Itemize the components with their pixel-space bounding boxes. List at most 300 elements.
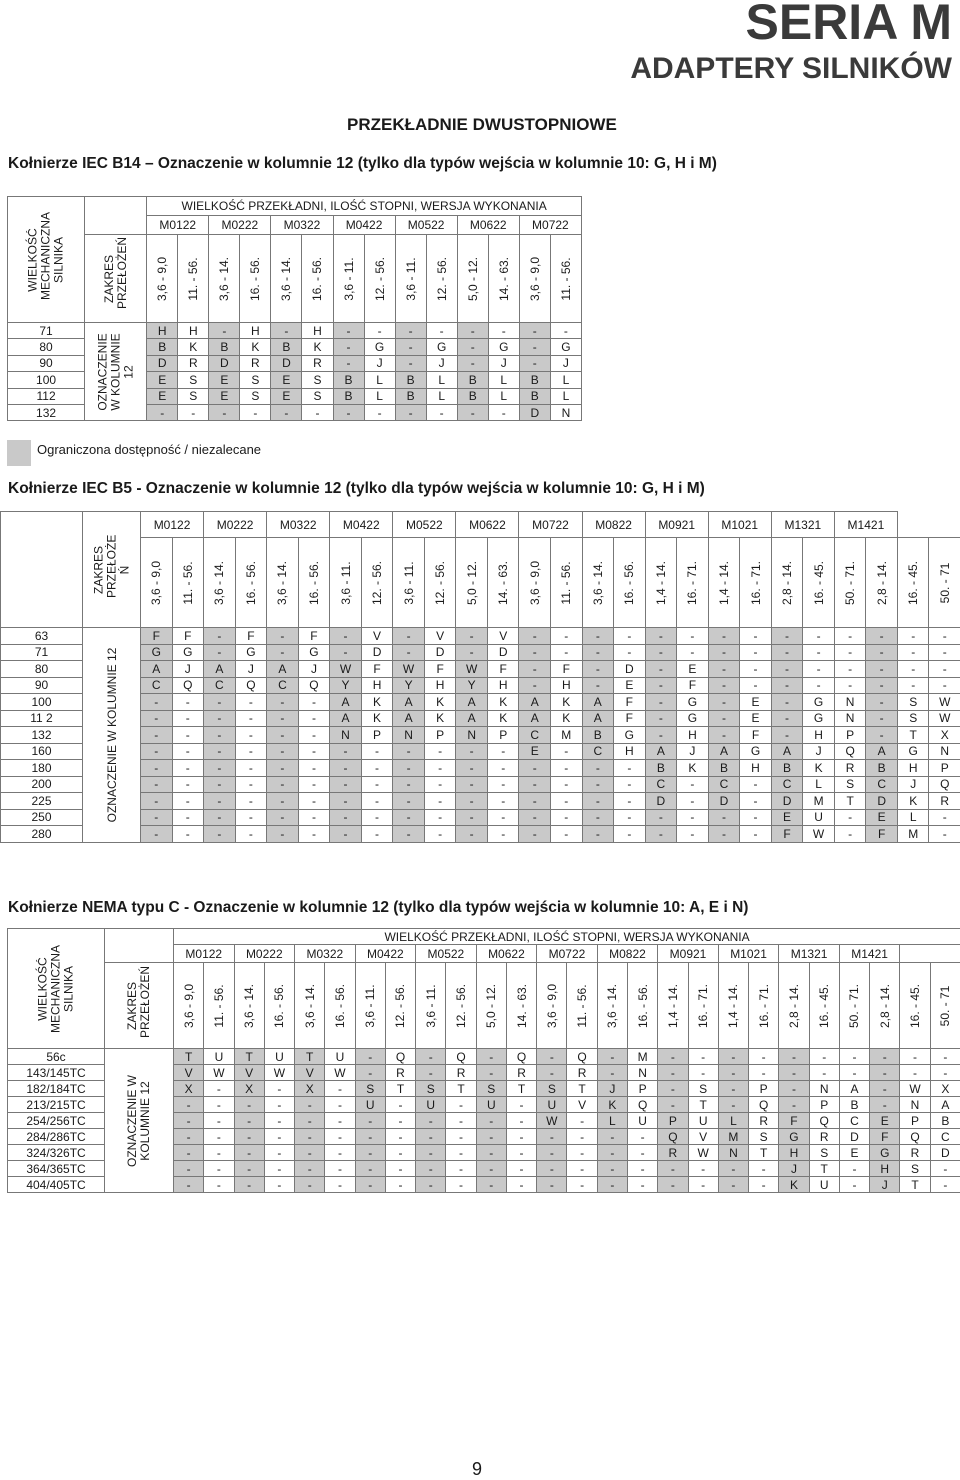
table-cell: - (740, 628, 772, 645)
table-cell: - (771, 694, 803, 711)
table-cell: - (267, 826, 299, 843)
range-header-text: 16. - 45. (908, 983, 922, 1027)
table-cell: - (264, 1145, 294, 1161)
table-cell: - (295, 1097, 325, 1113)
table-cell: - (416, 1145, 446, 1161)
range-header-text: 16. - 71. (749, 560, 763, 604)
table-cell: D (271, 355, 302, 371)
table-cell: R (385, 1065, 415, 1081)
table-cell: - (677, 644, 709, 661)
range-header-text: 50. - 71 (938, 985, 952, 1026)
table-cell: A (267, 661, 299, 678)
table-cell: G (550, 339, 581, 355)
table-cell: G (614, 727, 646, 744)
table-cell: R (506, 1065, 536, 1081)
table-cell: - (645, 644, 677, 661)
table-cell: Q (235, 677, 267, 694)
range-header (178, 235, 209, 323)
table-cell: - (708, 628, 740, 645)
table-cell: - (870, 1097, 900, 1113)
table-cell: - (333, 355, 364, 371)
table-cell: - (456, 743, 488, 760)
range-header (809, 963, 839, 1049)
table-cell: - (172, 743, 204, 760)
table-cell: - (567, 1161, 597, 1177)
table-cell: - (771, 710, 803, 727)
range-header (333, 235, 364, 323)
table-cell: - (708, 677, 740, 694)
table-cell: F (235, 628, 267, 645)
motor-size: 71 (8, 323, 85, 339)
range-header (779, 963, 809, 1049)
model-header: M0722 (537, 945, 598, 963)
table-cell: A (456, 694, 488, 711)
table-cell: B (333, 372, 364, 388)
table-cell: T (446, 1081, 476, 1097)
motor-size: 132 (8, 404, 85, 420)
range-header-text: 16. - 56. (244, 560, 258, 604)
table-cell: L (597, 1113, 627, 1129)
table-cell: - (235, 760, 267, 777)
table-cell: - (456, 776, 488, 793)
table-cell: - (627, 1177, 657, 1193)
table-cell: - (476, 1161, 506, 1177)
section-heading: PRZEKŁADNIE DWUSTOPNIOWE (347, 115, 617, 135)
table-cell: S (476, 1081, 506, 1097)
range-header (204, 538, 236, 628)
table-cell: - (271, 323, 302, 339)
table-cell: K (803, 760, 835, 777)
range-header (897, 538, 929, 628)
range-header (487, 538, 519, 628)
range-header (551, 538, 583, 628)
range-header-text: 3,6 - 14. (275, 560, 289, 604)
range-header (550, 235, 581, 323)
table-cell: - (582, 677, 614, 694)
table-cell: T (295, 1049, 325, 1065)
table-cell: T (809, 1161, 839, 1177)
table-cell: N (550, 404, 581, 420)
motor-size: 250 (1, 809, 83, 826)
table-cell: - (866, 694, 898, 711)
range-header-text: 1,4 - 14. (666, 983, 680, 1027)
table-cell: V (234, 1065, 264, 1081)
table-cell: W (325, 1065, 355, 1081)
table-cell: R (929, 793, 960, 810)
motor-size: 160 (1, 743, 83, 760)
table-cell: - (172, 826, 204, 843)
table-cell: H (870, 1161, 900, 1177)
table-cell: - (519, 677, 551, 694)
table-cell: A (582, 710, 614, 727)
table-cell: D (866, 793, 898, 810)
table-cell: A (393, 694, 425, 711)
table-cell: G (364, 339, 395, 355)
table-cell: H (803, 727, 835, 744)
table-cell: - (355, 1129, 385, 1145)
table-cell: - (749, 1161, 779, 1177)
table-cell: - (267, 644, 299, 661)
table-cell: S (240, 372, 271, 388)
table-cell: - (325, 1113, 355, 1129)
table-cell: F (870, 1129, 900, 1145)
table-cell: - (519, 628, 551, 645)
table-cell: - (614, 809, 646, 826)
table-row (1, 661, 960, 678)
table-cell: - (393, 743, 425, 760)
table-cell: - (385, 1129, 415, 1145)
table-cell: K (487, 694, 519, 711)
table-cell: - (393, 793, 425, 810)
table-row (1, 694, 960, 711)
table-cell: B (457, 372, 488, 388)
table-cell: - (658, 1049, 688, 1065)
table-cell: - (204, 710, 236, 727)
wielkosc-header-text: WIELKOŚĆ MECHANICZNA SILNIKA (37, 941, 76, 1037)
table-cell: L (488, 372, 519, 388)
table-cell: - (330, 793, 362, 810)
table-cell: - (235, 776, 267, 793)
table-cell: - (688, 1065, 718, 1081)
table-cell: G (897, 743, 929, 760)
range-header-text: 2,8 - 14. (787, 983, 801, 1027)
table-cell: - (172, 809, 204, 826)
table-cell: - (740, 644, 772, 661)
table-cell: S (688, 1081, 718, 1097)
table-cell: A (839, 1081, 869, 1097)
table-cell: - (456, 793, 488, 810)
table-cell: - (385, 1097, 415, 1113)
range-header (298, 538, 330, 628)
table-cell: - (424, 809, 456, 826)
table-cell: - (658, 1065, 688, 1081)
table-cell: - (172, 793, 204, 810)
table-cell: - (204, 644, 236, 661)
range-header-text: 1,4 - 14. (654, 560, 668, 604)
table-cell: - (582, 776, 614, 793)
table-cell: - (658, 1081, 688, 1097)
table-cell: N (330, 727, 362, 744)
range-header-text: 16. - 56. (622, 560, 636, 604)
table-cell: M (803, 793, 835, 810)
table-cell: - (424, 760, 456, 777)
range-header-text: 3,6 - 11. (363, 984, 377, 1027)
table-cell: B (645, 760, 677, 777)
model-header: M0322 (295, 945, 356, 963)
table-cell: S (302, 388, 333, 404)
wielkosc-header (8, 929, 105, 1049)
table-cell: - (267, 694, 299, 711)
table-cell: - (209, 404, 240, 420)
table-cell: - (929, 826, 960, 843)
range-header-text: 16. - 71. (696, 983, 710, 1027)
range-header (385, 963, 415, 1049)
table-cell: - (333, 404, 364, 420)
table-cell: B (395, 388, 426, 404)
table-cell: - (476, 1145, 506, 1161)
table-cell: - (235, 743, 267, 760)
range-header-text: 3,6 - 14. (279, 256, 293, 300)
table-cell: - (234, 1097, 264, 1113)
table-cell: W (900, 1081, 930, 1097)
table-cell: - (627, 1129, 657, 1145)
table-cell: Q (567, 1049, 597, 1065)
table-cell: - (803, 644, 835, 661)
table-cell: - (645, 628, 677, 645)
range-header (424, 538, 456, 628)
table-cell: - (267, 776, 299, 793)
table-cell: - (355, 1177, 385, 1193)
table-cell: - (424, 793, 456, 810)
table-cell: - (537, 1145, 567, 1161)
table-row (1, 793, 960, 810)
range-header-text: 12. - 56. (433, 560, 447, 604)
t2-title: Kołnierze IEC B5 - Oznaczenie w kolumnie 12 (tylko dla typów wejścia w kolumnie 10: G, H i M) (8, 480, 705, 498)
table-cell: W (688, 1145, 718, 1161)
zakres-spacer (105, 929, 174, 963)
table-cell: - (779, 1065, 809, 1081)
table-cell: - (295, 1113, 325, 1129)
table-cell: E (271, 372, 302, 388)
table-cell: - (204, 1097, 234, 1113)
table-row (1, 826, 960, 843)
range-header-text: 11. - 56. (186, 257, 200, 300)
table-cell: - (930, 1065, 960, 1081)
model-header: M0122 (141, 512, 204, 538)
table-cell: - (537, 1161, 567, 1177)
table-cell: K (361, 710, 393, 727)
table-cell: - (803, 661, 835, 678)
table-cell: - (456, 628, 488, 645)
table-cell: N (627, 1065, 657, 1081)
table-cell: E (677, 661, 709, 678)
table-cell: - (361, 809, 393, 826)
table-cell: L (488, 388, 519, 404)
table-cell: - (929, 644, 960, 661)
table-cell: - (333, 339, 364, 355)
table-cell: - (897, 677, 929, 694)
table-cell: H (740, 760, 772, 777)
motor-size: 324/326TC (8, 1145, 105, 1161)
motor-size: 280 (1, 826, 83, 843)
table-cell: - (330, 743, 362, 760)
table-cell: A (519, 710, 551, 727)
range-header-text: 14. - 63. (497, 256, 511, 300)
table-cell: - (141, 694, 173, 711)
table-cell: - (416, 1049, 446, 1065)
table-cell: S (302, 372, 333, 388)
table-cell: - (264, 1081, 294, 1097)
table-cell: W (393, 661, 425, 678)
table-cell: G (298, 644, 330, 661)
table-cell: - (476, 1129, 506, 1145)
table-cell: - (708, 826, 740, 843)
table-cell: U (627, 1113, 657, 1129)
table-cell: - (519, 826, 551, 843)
table-cell: P (929, 760, 960, 777)
range-header-text: 16. - 56. (636, 983, 650, 1027)
table-cell: - (834, 644, 866, 661)
motor-size: 254/256TC (8, 1113, 105, 1129)
table-cell: T (385, 1081, 415, 1097)
range-header (393, 538, 425, 628)
table-cell: D (645, 793, 677, 810)
range-header-text: 11. - 56. (559, 257, 573, 300)
table-cell: Q (385, 1049, 415, 1065)
range-header (355, 963, 385, 1049)
table-cell: - (839, 1161, 869, 1177)
table-cell: A (645, 743, 677, 760)
table-cell: - (688, 1049, 718, 1065)
table-cell: - (325, 1097, 355, 1113)
table-cell: S (537, 1081, 567, 1097)
table-cell: - (141, 809, 173, 826)
range-header-text: 1,4 - 14. (717, 560, 731, 604)
range-header (929, 538, 960, 628)
table-cell: - (708, 644, 740, 661)
table-cell: - (930, 1161, 960, 1177)
table-cell: - (267, 710, 299, 727)
range-header (519, 538, 551, 628)
table-cell: N (809, 1081, 839, 1097)
motor-size: 284/286TC (8, 1129, 105, 1145)
table-cell: - (355, 1145, 385, 1161)
table-cell: - (355, 1113, 385, 1129)
table-cell: - (771, 644, 803, 661)
table-cell: A (519, 694, 551, 711)
table-cell: J (364, 355, 395, 371)
table-row (1, 628, 960, 645)
table-cell: H (361, 677, 393, 694)
table-cell: - (174, 1113, 204, 1129)
oznaczenie-header-text: OZNACZENIE W KOLUMNIE 12 (96, 327, 135, 417)
table-cell: - (264, 1129, 294, 1145)
table-cell: H (897, 760, 929, 777)
table-cell: W (264, 1065, 294, 1081)
table-cell: - (298, 727, 330, 744)
table-cell: S (897, 710, 929, 727)
table-cell: - (614, 760, 646, 777)
table-cell: J (426, 355, 457, 371)
model-header: M1021 (718, 945, 779, 963)
table-cell: C (839, 1113, 869, 1129)
table-cell: T (567, 1081, 597, 1097)
zakres-header (83, 512, 141, 628)
table-cell: - (172, 760, 204, 777)
table-cell: C (582, 743, 614, 760)
table-cell: A (393, 710, 425, 727)
table-cell: F (551, 661, 583, 678)
model-header: M0422 (330, 512, 393, 538)
table-cell: T (506, 1081, 536, 1097)
model-header: M0422 (355, 945, 416, 963)
table-cell: - (551, 760, 583, 777)
table-cell: - (749, 1177, 779, 1193)
table-cell: - (325, 1129, 355, 1145)
table-cell: G (172, 644, 204, 661)
table-cell: - (677, 793, 709, 810)
table-cell: T (834, 793, 866, 810)
table-cell: - (551, 793, 583, 810)
zakres-header (105, 963, 174, 1049)
range-header (361, 538, 393, 628)
blank-header (1, 512, 83, 628)
table-cell: P (749, 1081, 779, 1097)
table-cell: H (302, 323, 333, 339)
range-header-text: 12. - 56. (393, 983, 407, 1027)
table-cell: - (506, 1177, 536, 1193)
table-cell: U (537, 1097, 567, 1113)
range-header-text: 16. - 56. (272, 983, 286, 1027)
table-cell: V (487, 628, 519, 645)
table-cell: J (597, 1081, 627, 1097)
table-cell: - (204, 776, 236, 793)
model-header: M0522 (395, 216, 457, 235)
table-cell: - (597, 1129, 627, 1145)
table-cell: B (771, 760, 803, 777)
table-cell: S (749, 1129, 779, 1145)
model-header: M0222 (234, 945, 295, 963)
range-header-text: 16. - 71. (757, 983, 771, 1027)
range-header (172, 538, 204, 628)
table-cell: - (645, 809, 677, 826)
table-cell: - (677, 809, 709, 826)
table-cell: - (519, 644, 551, 661)
table-row (1, 644, 960, 661)
range-header (364, 235, 395, 323)
table-cell: V (361, 628, 393, 645)
motor-size: 11 2 (1, 710, 83, 727)
table-cell: - (204, 1129, 234, 1145)
table-cell: R (900, 1145, 930, 1161)
table-cell: X (929, 727, 960, 744)
table-cell: - (645, 710, 677, 727)
table-cell: - (393, 776, 425, 793)
table-cell: - (718, 1049, 748, 1065)
range-header-text: 16. - 45. (812, 560, 826, 604)
table-cell: - (866, 727, 898, 744)
table-cell: - (476, 1177, 506, 1193)
motor-size: 80 (8, 339, 85, 355)
table-cell: - (519, 760, 551, 777)
table-cell: - (333, 323, 364, 339)
table-cell: - (740, 661, 772, 678)
range-header (426, 235, 457, 323)
table-cell: - (645, 826, 677, 843)
table-cell: - (393, 760, 425, 777)
table-cell: - (204, 628, 236, 645)
range-header (240, 235, 271, 323)
range-header (708, 538, 740, 628)
table-cell: - (234, 1113, 264, 1129)
range-header (834, 538, 866, 628)
table-cell: - (870, 1049, 900, 1065)
table-cell: - (749, 1065, 779, 1081)
table-cell: - (771, 727, 803, 744)
table-cell: - (295, 1177, 325, 1193)
table-cell: - (551, 809, 583, 826)
oznaczenie-header (105, 1049, 174, 1193)
table-cell: N (834, 694, 866, 711)
table-cell: - (897, 661, 929, 678)
table-row (1, 776, 960, 793)
table-cell: - (267, 628, 299, 645)
range-header-text: 16. - 45. (817, 983, 831, 1027)
table-cell: - (267, 743, 299, 760)
table-cell: K (302, 339, 333, 355)
table-cell: - (582, 661, 614, 678)
table-cell: Q (834, 743, 866, 760)
